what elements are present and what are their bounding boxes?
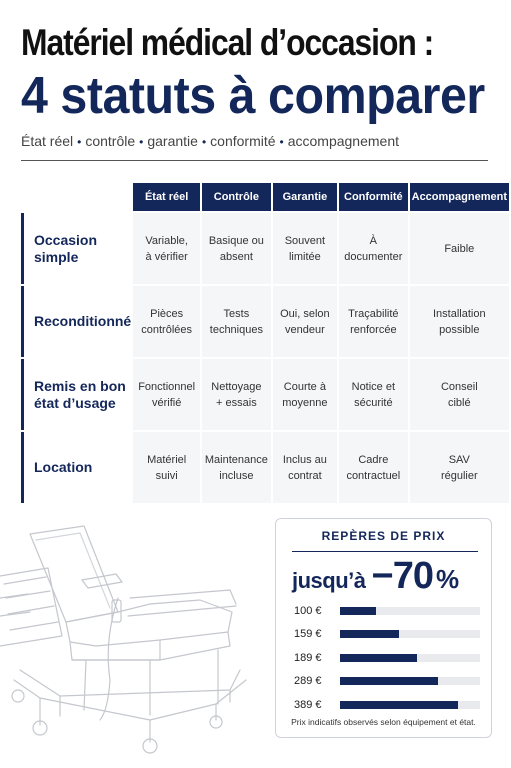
price-bar-fill	[340, 630, 399, 638]
row-label-line: Reconditionné	[34, 313, 132, 329]
table-cell	[410, 286, 509, 357]
cell-line: Souvent	[284, 234, 326, 247]
column-header: Conformité	[339, 183, 408, 211]
subtitle-separator: •	[77, 135, 82, 149]
price-bar-fill	[340, 677, 438, 685]
price-row	[294, 646, 480, 670]
row-label	[21, 359, 131, 430]
subtitle	[21, 133, 399, 149]
table-cell	[133, 359, 200, 430]
table-cell	[133, 286, 200, 357]
table-cell	[339, 213, 408, 284]
cell-line: Nettoyage	[211, 380, 262, 393]
price-bar-track	[340, 654, 480, 662]
subtitle-item: accompagnement	[287, 133, 400, 149]
table-header-row	[21, 183, 509, 211]
table-row	[21, 432, 509, 503]
subtitle-separator: •	[279, 135, 284, 149]
subtitle-item: garantie	[147, 133, 198, 149]
row-label-line: simple	[34, 248, 79, 265]
price-bar-fill	[340, 654, 417, 662]
price-card	[275, 518, 492, 738]
cell-line: Basique ou	[208, 234, 264, 247]
cell-line: absent	[219, 250, 253, 263]
price-bar-track	[340, 607, 480, 615]
price-label: 389 €	[294, 698, 322, 711]
price-row	[294, 623, 480, 647]
table-cell	[339, 359, 408, 430]
price-label: 189 €	[294, 651, 322, 664]
table-corner	[21, 183, 131, 211]
cell-line: Oui, selon	[280, 307, 330, 320]
page-title-line2: 4 statuts à comparer	[21, 67, 485, 125]
cell-line: contractuel	[346, 469, 401, 482]
cell-line: contrat	[288, 469, 322, 482]
table-cell	[202, 213, 271, 284]
cell-line: Courte à	[283, 380, 326, 393]
cell-line: limitée	[288, 250, 321, 263]
table-row	[21, 286, 509, 357]
cell-line: SAV	[448, 453, 470, 466]
subtitle-separator: •	[201, 135, 207, 149]
cell-line: Tests	[223, 307, 250, 320]
price-headline-unit: %	[435, 564, 460, 594]
cell-line: Matériel	[147, 453, 187, 466]
comparison-table	[19, 181, 511, 505]
price-card-heading: REPÈRES DE PRIX	[321, 529, 446, 543]
subtitle-item: contrôle	[85, 133, 136, 149]
cell-line: Fonctionnel	[138, 380, 196, 393]
price-bar-fill	[340, 607, 376, 615]
table-cell	[133, 432, 200, 503]
price-bar-list	[294, 599, 480, 717]
table-cell	[202, 432, 271, 503]
table-cell	[410, 432, 509, 503]
column-header: Garantie	[273, 183, 337, 211]
cell-line: Inclus au	[282, 453, 327, 466]
table-body	[21, 213, 509, 503]
cell-line: incluse	[219, 469, 254, 482]
price-label: 289 €	[294, 675, 322, 688]
table-cell	[202, 359, 271, 430]
cell-line: À	[369, 234, 378, 247]
column-header: Accompagnement	[410, 183, 509, 211]
cell-line: + essais	[216, 396, 257, 409]
table-cell	[273, 359, 337, 430]
row-label-line: Location	[34, 459, 93, 475]
price-label: 159 €	[294, 628, 322, 641]
hospital-bed-illustration	[0, 520, 268, 768]
row-label-line: état d’usage	[34, 394, 116, 411]
column-header: Contrôle	[202, 183, 271, 211]
cell-line: contrôlées	[141, 323, 193, 336]
subtitle-separator: •	[139, 135, 144, 149]
table-cell	[273, 286, 337, 357]
cell-line: ciblé	[447, 396, 471, 409]
price-bar-track	[340, 677, 480, 685]
cell-line: Cadre	[358, 453, 389, 466]
cell-line: Installation	[433, 307, 486, 320]
price-bar-fill	[340, 701, 458, 709]
bed-mattress	[66, 600, 232, 646]
cell-line: Traçabilité	[348, 307, 399, 320]
title-divider	[21, 160, 488, 161]
row-label	[21, 286, 131, 357]
table-cell	[273, 213, 337, 284]
cell-line: Conseil	[440, 380, 478, 393]
table-row	[21, 359, 509, 430]
price-headline-value: −70	[371, 555, 433, 597]
table-cell	[133, 213, 200, 284]
cell-line: régulier	[440, 469, 478, 482]
price-note: Prix indicatifs observés selon équipement et état.	[291, 717, 476, 727]
cell-line: Pièces	[150, 307, 184, 320]
cell-line: possible	[439, 323, 480, 336]
page-title-line1: Matériel médical d’occasion :	[21, 22, 434, 63]
subtitle-item: État réel	[21, 133, 74, 149]
column-header: État réel	[133, 183, 200, 211]
row-label-line: Occasion	[34, 231, 98, 248]
cell-line: vérifié	[151, 396, 182, 409]
table-cell	[410, 359, 509, 430]
table-row	[21, 213, 509, 284]
row-label-line: Remis en bon	[34, 377, 126, 394]
cell-line: Faible	[444, 242, 475, 255]
caster-wheel	[12, 690, 24, 702]
table-cell	[339, 432, 408, 503]
price-headline-prefix: jusqu’à	[292, 568, 366, 593]
table-cell	[273, 432, 337, 503]
row-label	[21, 213, 131, 284]
price-row	[294, 693, 480, 717]
cell-line: vendeur	[285, 323, 325, 336]
table-cell	[410, 213, 509, 284]
cell-line: Notice et	[351, 380, 396, 393]
row-label	[21, 432, 131, 503]
price-row	[294, 670, 480, 694]
price-bar-track	[340, 630, 480, 638]
cell-line: à vérifier	[145, 250, 188, 263]
remote-cable	[100, 598, 118, 720]
cell-line: Variable,	[145, 234, 188, 247]
subtitle-item: conformité	[210, 133, 276, 149]
price-row	[294, 599, 480, 623]
cell-line: sécurité	[354, 396, 393, 409]
price-bar-track	[340, 701, 480, 709]
cell-line: suivi	[155, 469, 178, 482]
cell-line: Maintenance	[204, 453, 268, 466]
table-cell	[202, 286, 271, 357]
table-cell	[339, 286, 408, 357]
cell-line: documenter	[344, 250, 403, 263]
cell-line: moyenne	[282, 396, 328, 409]
cell-line: renforcée	[350, 323, 397, 336]
cell-line: techniques	[209, 323, 263, 336]
price-card-divider	[292, 551, 478, 552]
price-headline	[292, 555, 459, 598]
price-label: 100 €	[294, 604, 322, 617]
